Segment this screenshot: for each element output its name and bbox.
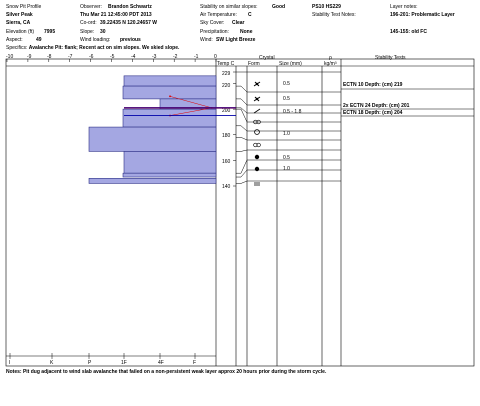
rho-unit: kg/m³ [324, 61, 337, 67]
temp-axis-label: Temp C [217, 61, 235, 67]
layer-size: 0.5 [283, 155, 290, 161]
old-fc-note: 145-155: old FC [390, 29, 427, 35]
ps-value: PS10 HS229 [312, 4, 341, 10]
layer-connector [236, 86, 247, 92]
ice-layer-icon [254, 183, 260, 185]
crystal-header: Crystal [259, 55, 275, 61]
coord-label: Co-ord: [80, 20, 97, 26]
melt-form-icon [254, 143, 261, 147]
coord-value: 39.22435 N 120.24657 W [100, 20, 157, 26]
stability-value: Good [272, 4, 286, 10]
precip-particle-dot [256, 98, 258, 100]
layer-size: 0.5 - 1.8 [283, 109, 302, 115]
location: Silver Peak [6, 12, 33, 18]
faceted-icon [255, 130, 260, 135]
region: Sierra, CA [6, 20, 31, 26]
temp-tick: -8 [47, 54, 52, 60]
faceted-ring [255, 130, 260, 135]
notes-label: Notes: [6, 369, 22, 375]
precip-particle-dot [256, 83, 258, 85]
temp-tick: -6 [89, 54, 94, 60]
hardness-bar [123, 109, 216, 127]
hardness-bar [89, 127, 216, 151]
form-header: Form [248, 61, 260, 67]
stability-tests-header: Stability Tests [375, 55, 406, 61]
rounded-icon [255, 155, 259, 159]
air-temp-label: Air Temperature: [200, 12, 237, 18]
stability-label: Stability on similar slopes: [200, 4, 258, 10]
slope-value: 30 [100, 29, 106, 35]
notes-text: Pit dug adjacent to wind slab avalanche that failed on a non-persistent weak layer approx 20 hours prior during the storm cycle. [22, 369, 327, 375]
temp-tick: 0 [214, 54, 217, 60]
temp-tick: -5 [110, 54, 115, 60]
elevation-value: 7995 [44, 29, 56, 35]
date-value: Thu Mar 21 12:45:00 PDT 2013 [80, 12, 152, 18]
layer-connector [236, 170, 247, 177]
height-tick: 229 [222, 71, 231, 77]
layer-size: 0.5 [283, 81, 290, 87]
hardness-tick: 1F [121, 360, 127, 366]
layer-size: 0.5 [283, 96, 290, 102]
wind-value: SW Light Breeze [216, 37, 256, 43]
sky-label: Sky Cover: [200, 20, 225, 26]
hardness-tick: F [193, 360, 197, 366]
stability-notes-label: Stability Test Notes: [312, 12, 356, 18]
wind-loading-value: previous [120, 37, 141, 43]
air-temp-value: C [248, 12, 252, 18]
chart-frame [6, 59, 474, 366]
size-header: Size (mm) [279, 61, 302, 67]
stability-test: ECTN 18 Depth: (cm) 204 [343, 110, 403, 116]
rho-header: ρ [329, 55, 332, 61]
temp-tick: -1 [194, 54, 199, 60]
observer-value: Brandon Schwartz [108, 4, 152, 10]
hardness-bar [123, 173, 216, 177]
decomposing-stroke [254, 109, 260, 113]
height-tick: 160 [222, 159, 231, 165]
hardness-tick: 4F [158, 360, 164, 366]
aspect-value: 49 [36, 37, 42, 43]
hardness-tick: P [88, 360, 92, 366]
temp-tick: -4 [131, 54, 136, 60]
height-tick: 220 [222, 83, 231, 89]
layer-connector [236, 126, 247, 131]
wind-loading-label: Wind loading: [80, 37, 111, 43]
decomposing-icon [254, 109, 260, 113]
temp-tick: -2 [173, 54, 178, 60]
slope-label: Slope: [80, 29, 95, 35]
height-tick: 180 [222, 133, 231, 139]
elevation-label: Elevation (ft) [6, 29, 35, 35]
temp-tick: -7 [68, 54, 73, 60]
rounded-icon [255, 167, 259, 171]
layer-size: 1.0 [283, 166, 290, 172]
layer-notes-label: Layer notes: [390, 4, 418, 10]
precip-value: None [240, 29, 253, 35]
observer-label: Observer: [80, 4, 102, 10]
ice-layer-stroke [254, 183, 260, 185]
hardness-bar [89, 178, 216, 183]
precip-label: Precipitation: [200, 29, 229, 35]
hardness-tick: K [50, 360, 54, 366]
temp-tick: -3 [152, 54, 157, 60]
rounded-dot [255, 155, 259, 159]
stability-notes-value: 196-201: Problematic Layer [390, 12, 455, 18]
layer-connector [236, 109, 247, 122]
wind-label: Wind: [200, 37, 213, 43]
stability-test: ECTN 10 Depth: (cm) 219 [343, 82, 403, 88]
temp-tick: -9 [27, 54, 32, 60]
rounded-dot [255, 167, 259, 171]
aspect-label: Aspect: [6, 37, 23, 43]
hardness-bar [124, 151, 216, 173]
precip-particle-icon [254, 82, 260, 86]
stability-test: 2x ECTN 24 Depth: (cm) 201 [343, 103, 410, 109]
layer-connector [236, 137, 247, 140]
precip-particle-icon [254, 97, 260, 101]
height-tick: 200 [222, 108, 231, 114]
layer-connector [236, 160, 247, 173]
layer-connector [236, 99, 247, 105]
hardness-bar [124, 76, 216, 86]
layer-connector [236, 181, 247, 183]
profile-title: Snow Pit Profile [6, 4, 42, 10]
specifics-label: Specifics: [6, 45, 28, 51]
layer-size: 1.0 [283, 131, 290, 137]
specifics-value: Avalanche Pit: flank; Recent act on sim slopes. We skied slope. [28, 45, 180, 51]
temperature-point [169, 95, 171, 97]
hardness-tick: I [9, 360, 11, 366]
temp-tick: -10 [6, 54, 14, 60]
layer-connector [236, 150, 247, 151]
sky-value: Clear [232, 20, 245, 26]
height-tick: 140 [222, 184, 231, 190]
